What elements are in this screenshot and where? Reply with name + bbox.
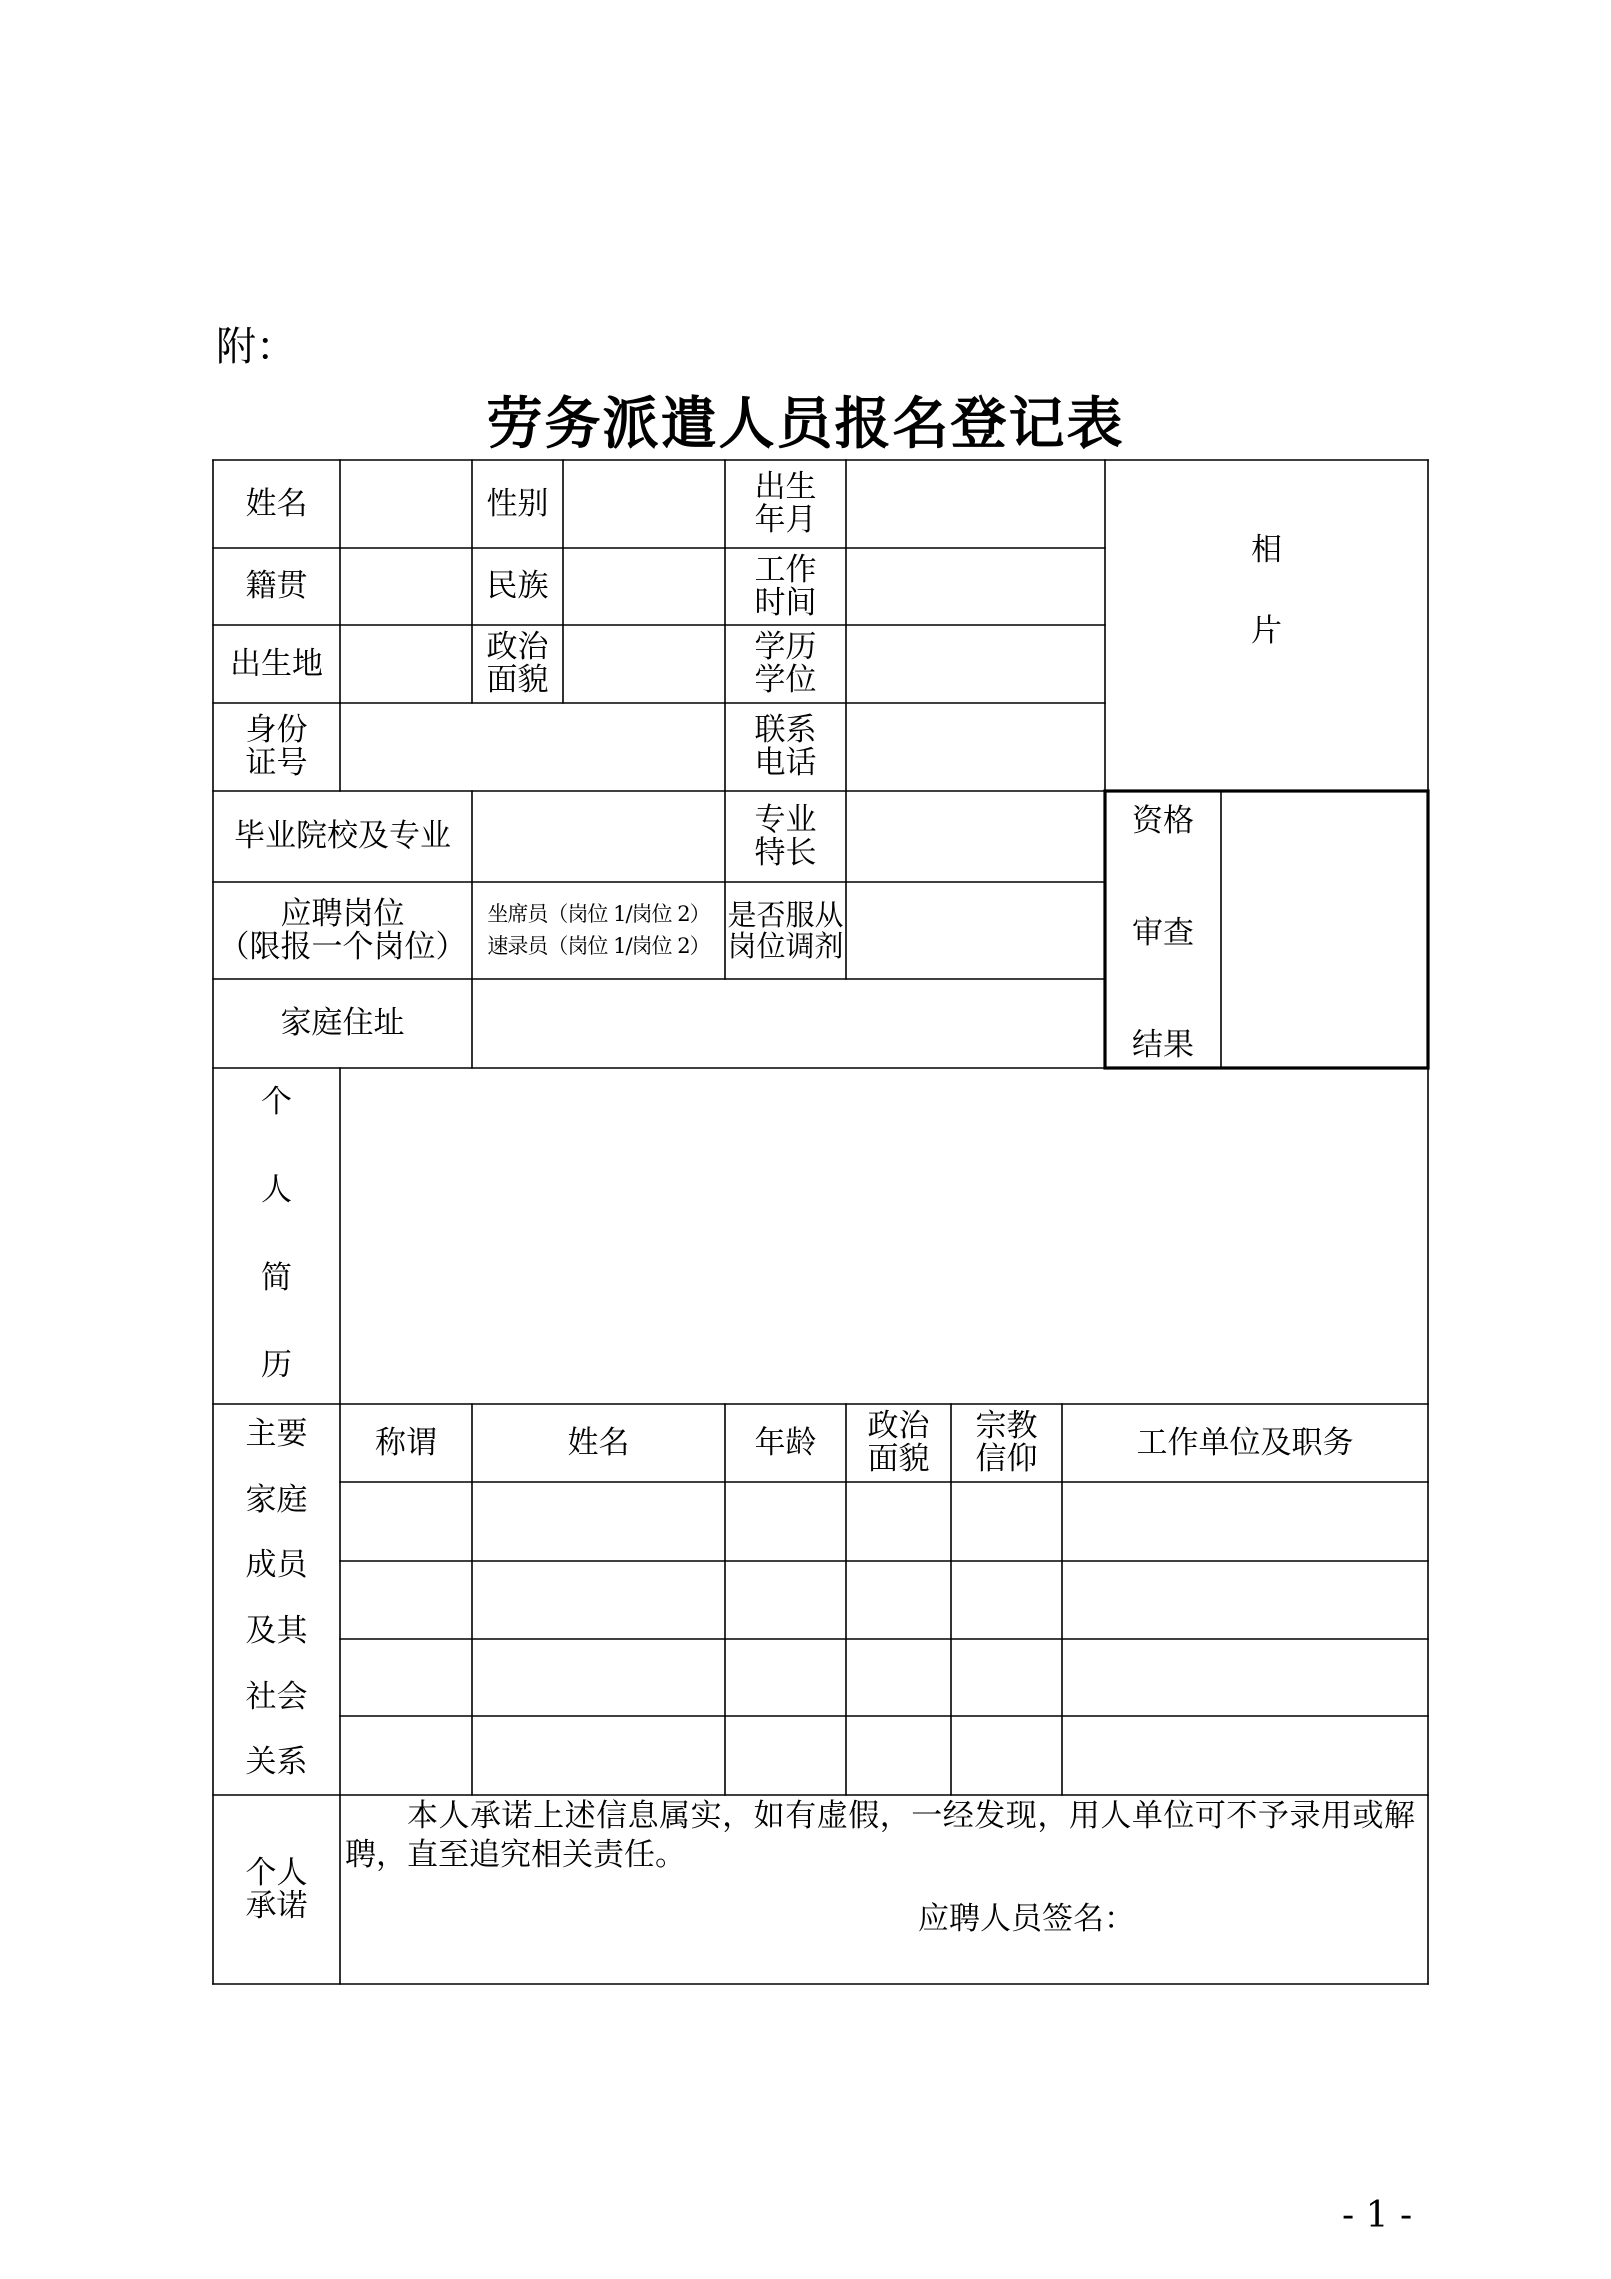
family-row[interactable] [340, 1482, 1428, 1561]
qualification-review-field[interactable] [1221, 791, 1428, 1068]
photo-area[interactable] [1105, 460, 1428, 791]
label-work-start: 工作 时间 [754, 551, 817, 621]
name-field[interactable] [340, 460, 472, 548]
family-row[interactable] [340, 1639, 1428, 1716]
form-title: 劳务派遣人员报名登记表 [486, 391, 1125, 457]
label-birthplace: 出生地 [230, 645, 323, 682]
phone-field[interactable] [846, 703, 1105, 791]
family-header-religion: 宗教 信仰 [975, 1408, 1038, 1477]
label-personal-pledge: 个人 承诺 [245, 1854, 308, 1924]
gender-field[interactable] [563, 460, 725, 548]
native-place-field[interactable] [340, 548, 472, 625]
label-family-members: 主要 家庭 成员 及其 社会 关系 [245, 1416, 308, 1781]
family-row[interactable] [340, 1716, 1428, 1795]
photo-label-2: 片 [1251, 612, 1282, 649]
label-specialty: 专业 特长 [754, 801, 817, 871]
resume-field[interactable] [340, 1068, 1428, 1404]
birthplace-field[interactable] [340, 625, 472, 703]
family-header-name: 姓名 [567, 1424, 630, 1461]
work-start-field[interactable] [846, 548, 1105, 625]
label-political-status: 政治 面貌 [486, 629, 549, 698]
family-header-work: 工作单位及职务 [1136, 1424, 1354, 1461]
specialty-field[interactable] [846, 791, 1105, 882]
label-school-major: 毕业院校及专业 [234, 818, 451, 855]
pledge-text: 本人承诺上述信息属实，如有虚假，一经发现，用人单位可不予录用或解聘，直至追究相关责任。 [345, 1798, 1415, 1873]
education-field[interactable] [846, 625, 1105, 703]
id-number-field[interactable] [340, 703, 725, 791]
school-major-field[interactable] [472, 791, 725, 882]
political-status-field[interactable] [563, 625, 725, 703]
family-header-age: 年龄 [754, 1424, 817, 1461]
ethnicity-field[interactable] [563, 548, 725, 625]
label-id-number: 身份 证号 [245, 712, 308, 781]
signature-label: 应聘人员签名： [918, 1901, 1135, 1937]
photo-label-1: 相 [1251, 531, 1282, 568]
birth-date-field[interactable] [846, 460, 1105, 548]
attachment-heading: 附： [216, 324, 296, 370]
family-row[interactable] [340, 1561, 1428, 1639]
page-number: - 1 - [1342, 2195, 1413, 2236]
label-name: 姓名 [245, 485, 308, 522]
accept-adjustment-field[interactable] [846, 882, 1105, 979]
label-native-place: 籍贯 [245, 568, 308, 605]
post-option-agent: 坐席员（岗位 1/岗位 2） [487, 902, 710, 926]
home-address-field[interactable] [472, 979, 1105, 1068]
label-birth-date: 出生 年月 [754, 469, 817, 538]
label-applied-post: 应聘岗位 （限报一个岗位） [218, 895, 467, 965]
label-accept-adjustment: 是否服从 岗位调剂 [727, 898, 844, 963]
label-ethnicity: 民族 [486, 568, 549, 605]
label-phone: 联系 电话 [754, 712, 817, 781]
label-gender: 性别 [486, 485, 549, 522]
label-qualification-review: 资格 审查 结果 [1132, 803, 1194, 1064]
family-header-relation: 称谓 [375, 1424, 437, 1461]
post-option-stenographer: 速录员（岗位 1/岗位 2） [487, 933, 710, 958]
label-home-address: 家庭住址 [280, 1005, 405, 1042]
family-header-political: 政治 面貌 [867, 1408, 930, 1477]
label-education: 学历 学位 [754, 629, 817, 698]
applied-post-options[interactable] [472, 882, 725, 979]
label-resume: 个 人 简 历 [261, 1084, 292, 1384]
